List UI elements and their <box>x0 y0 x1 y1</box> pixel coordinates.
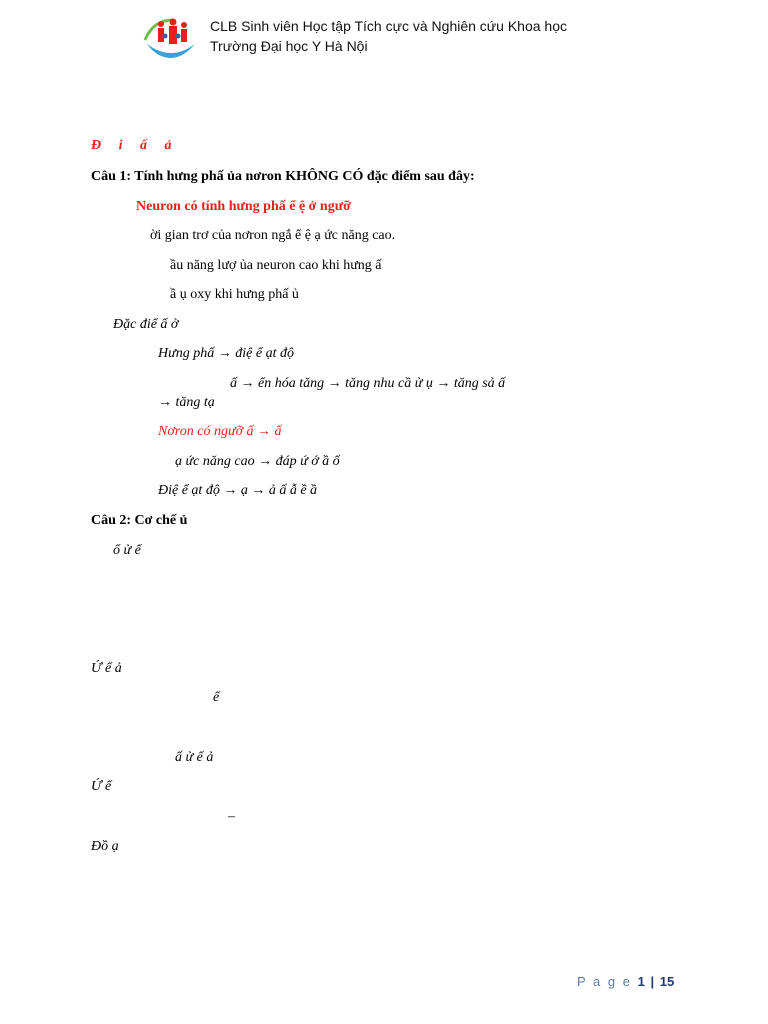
club-logo <box>143 14 199 62</box>
feature-4: ạ ức năng cao → đáp ứ ớ ầ ố <box>175 454 340 469</box>
header-line-1: CLB Sinh viên Học tập Tích cực và Nghiên cứu Khoa học <box>210 18 568 34</box>
q2-line-2: Ứ ể ả <box>91 661 122 676</box>
q2-line-4: ấ ử ể ả <box>175 750 214 765</box>
q1-option-2: ời gian trơ của nơron ngắ ể ệ ạ ức năng cao. <box>150 228 396 243</box>
q1-option-3: ầu năng lượ ủa neuron cao khi hưng ấ <box>170 258 382 273</box>
q2-line-1: ổ ử ể <box>113 543 141 558</box>
question-2: Câu 2: Cơ chế ủ <box>91 513 188 528</box>
q2-line-5: Ứ ể <box>91 779 112 794</box>
header-line-2: Trường Đại học Y Hà Nội <box>210 38 368 54</box>
q2-line-6: – <box>228 809 235 824</box>
question-1: Câu 1: Tính hưng phấ ủa nơron KHÔNG CÓ đặc điểm sau đây: <box>91 169 475 184</box>
q2-line-7: Đồ ạ <box>91 839 119 854</box>
page-total: 15 <box>659 974 675 989</box>
q1-option-1: Neuron có tính hưng phấ ể ệ ở ngưỡ <box>136 199 351 214</box>
feature-5: Điệ ể ạt độ → ạ → ả ấ ẫ ề ầ <box>158 483 318 498</box>
feature-label: Đặc điể ấ ở <box>113 317 179 332</box>
q2-line-3: ể <box>213 690 220 705</box>
feature-2-cont: → tăng tạ <box>158 395 215 410</box>
page-footer <box>577 974 674 989</box>
page-separator: | <box>650 974 655 989</box>
feature-2: ấ → ển hóa tăng → tăng nhu cầ ử ụ → tăng sả ấ <box>230 376 506 391</box>
page-number: 1 <box>637 974 645 989</box>
page-word: P a g e <box>577 974 632 989</box>
section-title: Đ i ấ ả <box>91 138 172 153</box>
feature-3: Nơron có ngưỡ ấ → ấ <box>158 424 282 439</box>
q1-option-4: ầ ụ oxy khi hưng phấ ủ <box>170 287 299 302</box>
feature-1: Hưng phấ → điệ ể ạt độ <box>158 346 294 361</box>
